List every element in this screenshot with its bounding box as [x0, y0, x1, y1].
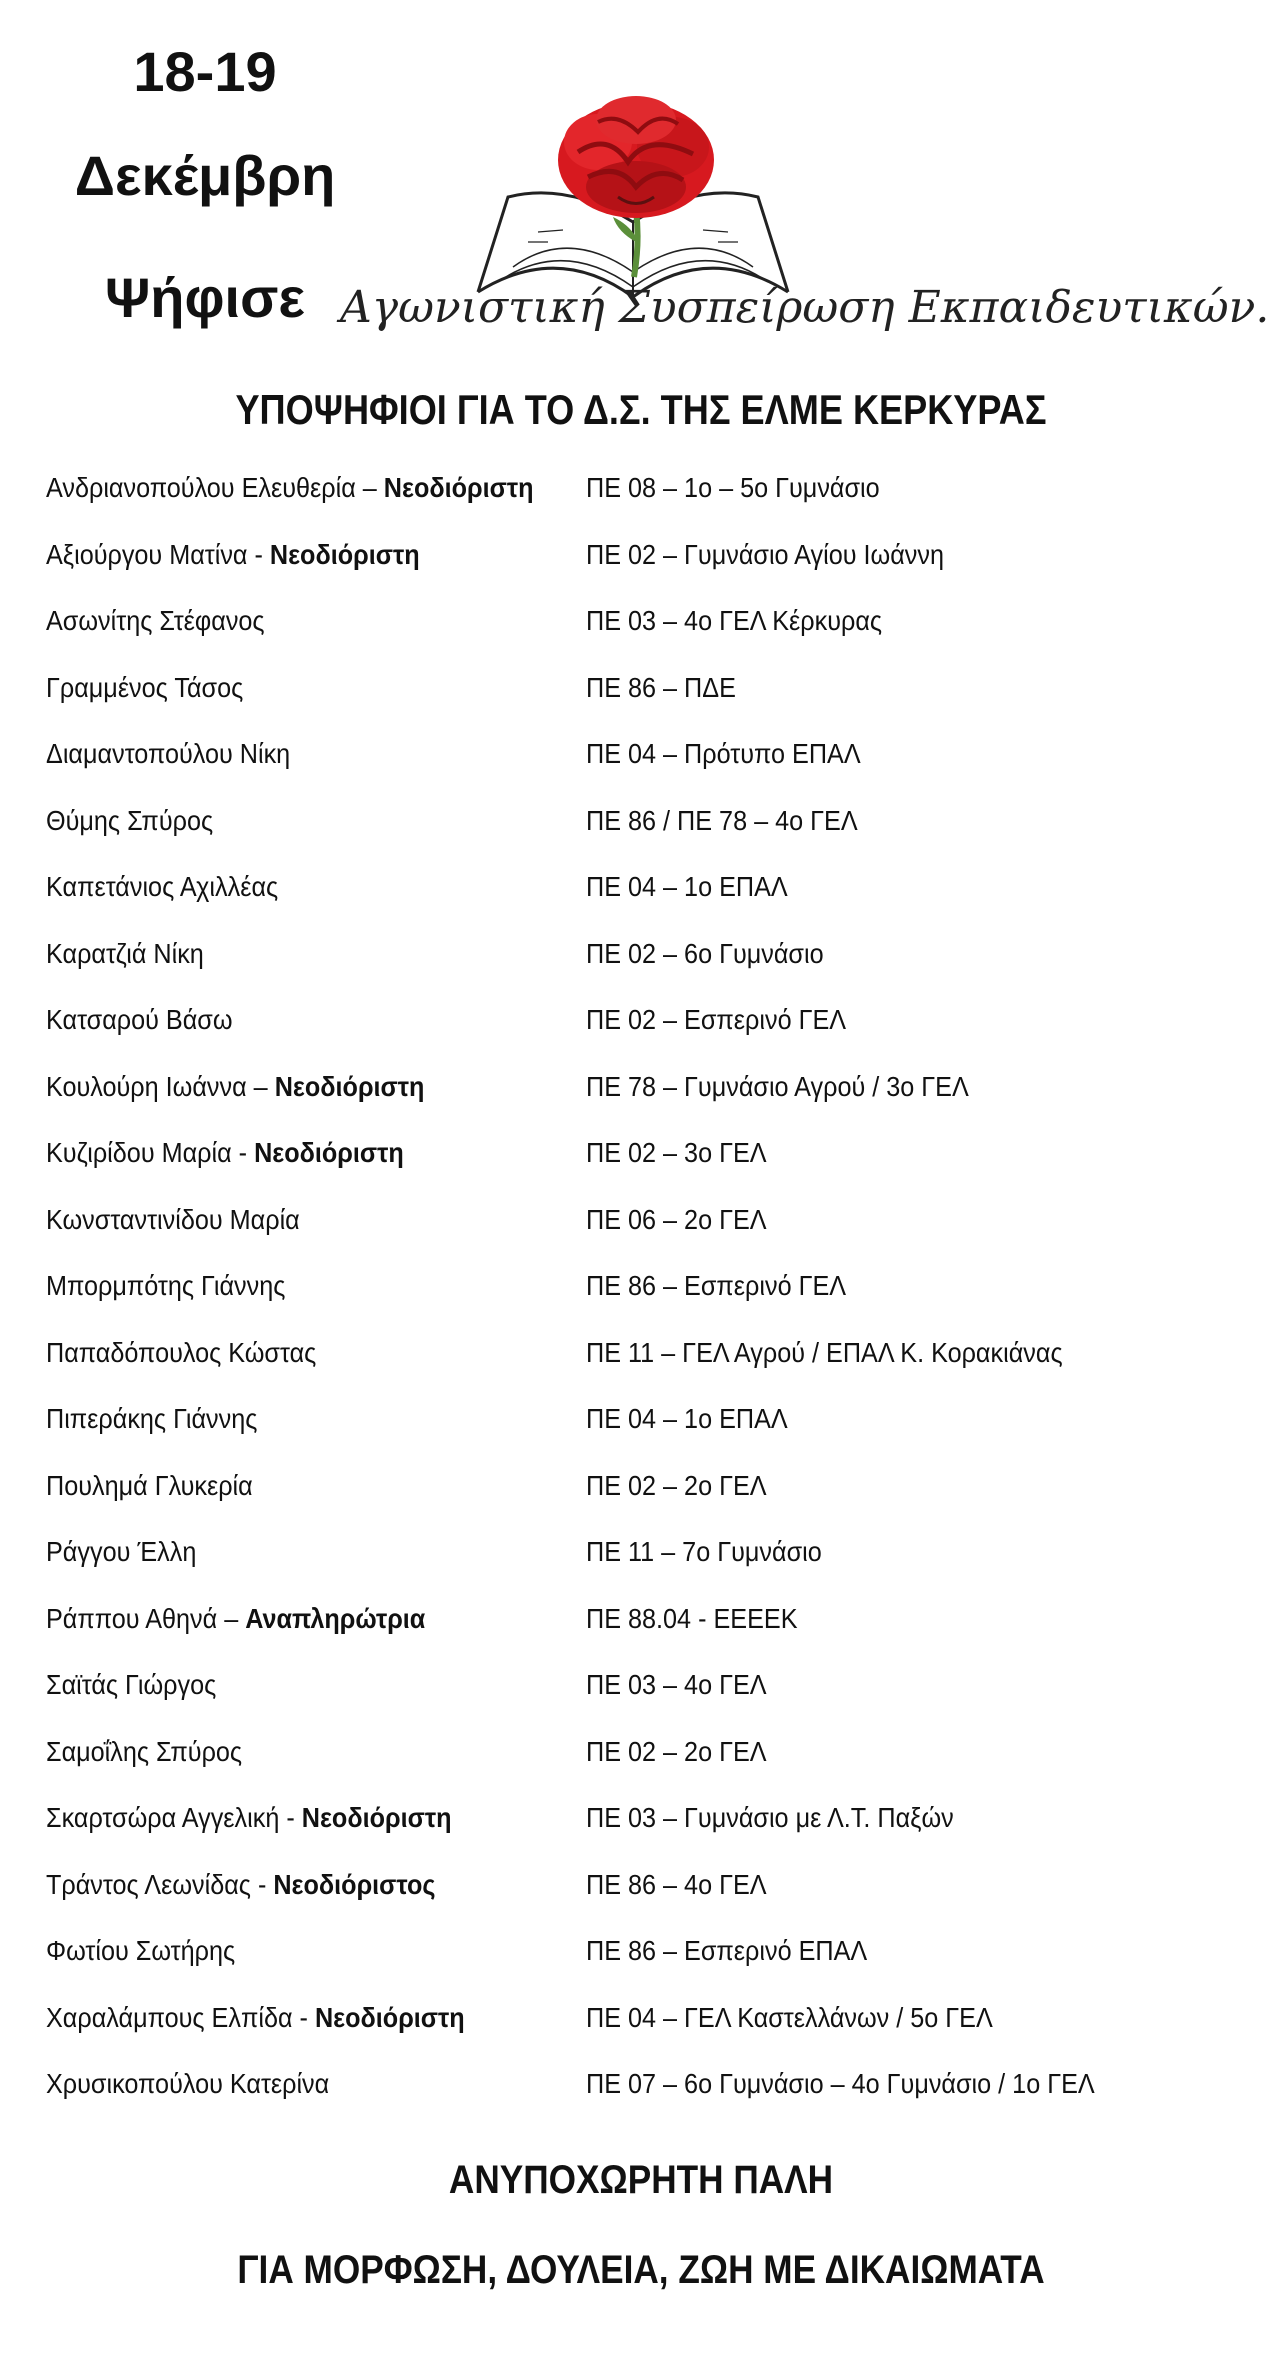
- candidate-separator: -: [292, 2002, 315, 2033]
- candidate-row: [46, 535, 1246, 575]
- candidate-row: [46, 1665, 1246, 1705]
- candidate-school: ΠΕ 02 – 6ο Γυμνάσιο: [586, 938, 824, 969]
- footer-slogan-1: ΑΝΥΠΟΧΩΡΗΤΗ ΠΑΛΗ: [448, 2158, 834, 2202]
- candidate-name-text: Παπαδόπουλος Κώστας: [46, 1337, 317, 1368]
- candidate-row: [46, 801, 1246, 841]
- candidate-status-tag: Νεοδιόριστος: [273, 1869, 436, 1900]
- candidate-name-text: Γραμμένος Τάσος: [46, 672, 244, 703]
- candidate-status-tag: Νεοδιόριστη: [269, 539, 420, 570]
- candidate-name-text: Καρατζιά Νίκη: [46, 938, 204, 969]
- candidate-row: [46, 601, 1246, 641]
- candidate-row: [46, 1798, 1246, 1838]
- candidate-separator: –: [217, 1603, 246, 1634]
- candidate-name: [46, 535, 420, 575]
- candidate-name: [46, 1931, 235, 1971]
- candidate-separator: -: [231, 1137, 255, 1168]
- candidate-name-text: Τράντος Λεωνίδας: [46, 1869, 251, 1900]
- candidate-school: ΠΕ 02 – Γυμνάσιο Αγίου Ιωάννη: [586, 539, 945, 570]
- candidate-row: [46, 2064, 1246, 2104]
- candidate-status-tag: Αναπληρώτρια: [245, 1603, 426, 1634]
- candidate-name-text: Χαραλάμπους Ελπίδα: [46, 2002, 293, 2033]
- candidate-name-text: Κυζιρίδου Μαρία: [46, 1137, 232, 1168]
- candidate-name-text: Καπετάνιος Αχιλλέας: [46, 871, 279, 902]
- candidate-row: [46, 934, 1246, 974]
- candidate-name: [46, 1998, 465, 2038]
- candidate-row: [46, 1200, 1246, 1240]
- candidate-name-text: Σκαρτσώρα Αγγελική: [46, 1802, 280, 1833]
- candidate-name: [46, 1000, 233, 1040]
- candidate-row: [46, 1133, 1246, 1173]
- candidate-name-text: Χρυσικοπούλου Κατερίνα: [46, 2068, 330, 2099]
- candidate-name: [46, 1732, 242, 1772]
- candidate-row: [46, 734, 1246, 774]
- candidate-separator: -: [250, 1869, 274, 1900]
- candidate-row: [46, 1998, 1246, 2038]
- candidate-school: ΠΕ 03 – 4ο ΓΕΛ Κέρκυρας: [586, 605, 883, 636]
- candidate-name: [46, 734, 290, 774]
- candidate-name-text: Θύμης Σπύρος: [46, 805, 214, 836]
- dates-text: 18-19: [133, 40, 277, 103]
- candidate-status-tag: Νεοδιόριστη: [383, 472, 534, 503]
- stem-icon: [634, 210, 638, 277]
- candidate-name-text: Ράγγου Έλλη: [46, 1536, 197, 1567]
- candidate-row: [46, 1532, 1246, 1572]
- candidate-school: ΠΕ 88.04 - ΕΕΕΕΚ: [586, 1603, 798, 1634]
- candidate-row: [46, 1466, 1246, 1506]
- candidate-name-text: Διαμαντοπούλου Νίκη: [46, 738, 291, 769]
- candidate-row: [46, 867, 1246, 907]
- candidate-school: ΠΕ 04 – Πρότυπο ΕΠΑΛ: [586, 738, 861, 769]
- candidate-name: [46, 2064, 329, 2104]
- candidate-school: ΠΕ 11 – ΓΕΛ Αγρού / ΕΠΑΛ Κ. Κορακιάνας: [586, 1337, 1063, 1368]
- candidate-school: ΠΕ 86 – Εσπερινό ΕΠΑΛ: [586, 1935, 868, 1966]
- candidate-separator: -: [247, 539, 270, 570]
- candidate-school: ΠΕ 78 – Γυμνάσιο Αγρού / 3ο ΓΕΛ: [586, 1071, 969, 1102]
- candidate-name-text: Σαϊτάς Γιώργος: [46, 1669, 217, 1700]
- candidate-name-text: Πουλημά Γλυκερία: [46, 1470, 253, 1501]
- candidate-row: [46, 1931, 1246, 1971]
- candidate-school: ΠΕ 03 – Γυμνάσιο με Λ.Τ. Παξών: [586, 1802, 954, 1833]
- candidate-row: [46, 1067, 1246, 1107]
- candidate-school: ΠΕ 86 – 4ο ΓΕΛ: [586, 1869, 767, 1900]
- candidate-name-text: Σαμοΐλης Σπύρος: [46, 1736, 243, 1767]
- candidate-name: [46, 867, 278, 907]
- candidate-row: [46, 1399, 1246, 1439]
- candidate-name-text: Μπορμπότης Γιάννης: [46, 1270, 286, 1301]
- page-title: ΥΠΟΨΗΦΙΟΙ ΓΙΑ ΤΟ Δ.Σ. ΤΗΣ ΕΛΜΕ ΚΕΡΚΥΡΑΣ: [235, 386, 1047, 433]
- candidate-name: [46, 1333, 316, 1373]
- candidate-status-tag: Νεοδιόριστη: [254, 1137, 404, 1168]
- logo-caption: Αγωνιστική Συσπείρωση Εκπαιδευτικών.: [340, 282, 1270, 333]
- candidate-school: ΠΕ 11 – 7ο Γυμνάσιο: [586, 1536, 822, 1567]
- month-text: Δεκέμβρη: [74, 144, 336, 207]
- candidate-name: [46, 1798, 451, 1838]
- candidate-school: ΠΕ 08 – 1ο – 5ο Γυμνάσιο: [586, 472, 880, 503]
- candidate-row: [46, 1865, 1246, 1905]
- candidate-name-text: Ασωνίτης Στέφανος: [46, 605, 265, 636]
- candidate-name-text: Ανδριανοπούλου Ελευθερία: [46, 472, 356, 503]
- candidate-name: [46, 1200, 300, 1240]
- candidate-separator: -: [279, 1802, 302, 1833]
- vote-text: Ψήφισε: [104, 266, 306, 329]
- candidate-name-text: Πιπεράκης Γιάννης: [46, 1403, 258, 1434]
- candidate-name: [46, 1266, 285, 1306]
- candidate-separator: –: [246, 1071, 275, 1102]
- candidate-name: [46, 468, 534, 508]
- candidate-school: ΠΕ 03 – 4ο ΓΕΛ: [586, 1669, 767, 1700]
- candidate-school: ΠΕ 04 – ΓΕΛ Καστελλάνων / 5ο ΓΕΛ: [586, 2002, 993, 2033]
- candidate-name: [46, 1865, 435, 1905]
- candidate-school: ΠΕ 86 / ΠΕ 78 – 4ο ΓΕΛ: [586, 805, 858, 836]
- candidate-name-text: Φωτίου Σωτήρης: [46, 1935, 236, 1966]
- candidate-name: [46, 1599, 425, 1639]
- candidate-row: [46, 1599, 1246, 1639]
- candidate-name: [46, 668, 243, 708]
- candidate-row: [46, 1000, 1246, 1040]
- candidate-name-text: Ράππου Αθηνά: [46, 1603, 218, 1634]
- candidate-name: [46, 934, 204, 974]
- candidate-separator: –: [355, 472, 384, 503]
- candidate-school: ΠΕ 07 – 6ο Γυμνάσιο – 4ο Γυμνάσιο / 1ο ΓΕΛ: [586, 2068, 1095, 2099]
- candidate-name-text: Κατσαρού Βάσω: [46, 1004, 233, 1035]
- candidate-school: ΠΕ 06 – 2ο ΓΕΛ: [586, 1204, 767, 1235]
- candidate-name: [46, 1532, 196, 1572]
- candidate-name: [46, 1665, 216, 1705]
- candidate-school: ΠΕ 86 – ΠΔΕ: [586, 672, 736, 703]
- candidate-school: ΠΕ 04 – 1ο ΕΠΑΛ: [586, 1403, 788, 1434]
- candidate-row: [46, 1333, 1246, 1373]
- candidate-status-tag: Νεοδιόριστη: [314, 2002, 465, 2033]
- candidate-name: [46, 601, 265, 641]
- candidate-name-text: Αξιούργου Ματίνα: [46, 539, 248, 570]
- candidate-row: [46, 1732, 1246, 1772]
- candidate-name: [46, 1466, 253, 1506]
- footer-slogan-2: ΓΙΑ ΜΟΡΦΩΣΗ, ΔΟΥΛΕΙΑ, ΖΩΗ ΜΕ ΔΙΚΑΙΩΜΑΤΑ: [237, 2248, 1045, 2292]
- candidate-school: ΠΕ 86 – Εσπερινό ΓΕΛ: [586, 1270, 847, 1301]
- candidate-name: [46, 801, 213, 841]
- candidate-name: [46, 1399, 257, 1439]
- candidate-name-text: Κουλούρη Ιωάννα: [46, 1071, 247, 1102]
- candidate-name: [46, 1133, 404, 1173]
- carnation-icon: [558, 96, 714, 218]
- candidate-school: ΠΕ 04 – 1ο ΕΠΑΛ: [586, 871, 788, 902]
- candidate-school: ΠΕ 02 – Εσπερινό ΓΕΛ: [586, 1004, 847, 1035]
- candidate-row: [46, 668, 1246, 708]
- candidate-name-text: Κωνσταντινίδου Μαρία: [46, 1204, 300, 1235]
- candidate-school: ΠΕ 02 – 3ο ΓΕΛ: [586, 1137, 767, 1168]
- candidate-school: ΠΕ 02 – 2ο ΓΕΛ: [586, 1736, 767, 1767]
- candidate-status-tag: Νεοδιόριστη: [274, 1071, 425, 1102]
- candidate-row: [46, 1266, 1246, 1306]
- candidate-status-tag: Νεοδιόριστη: [301, 1802, 452, 1833]
- candidate-row: [46, 468, 1246, 508]
- candidate-school: ΠΕ 02 – 2ο ΓΕΛ: [586, 1470, 767, 1501]
- candidate-name: [46, 1067, 424, 1107]
